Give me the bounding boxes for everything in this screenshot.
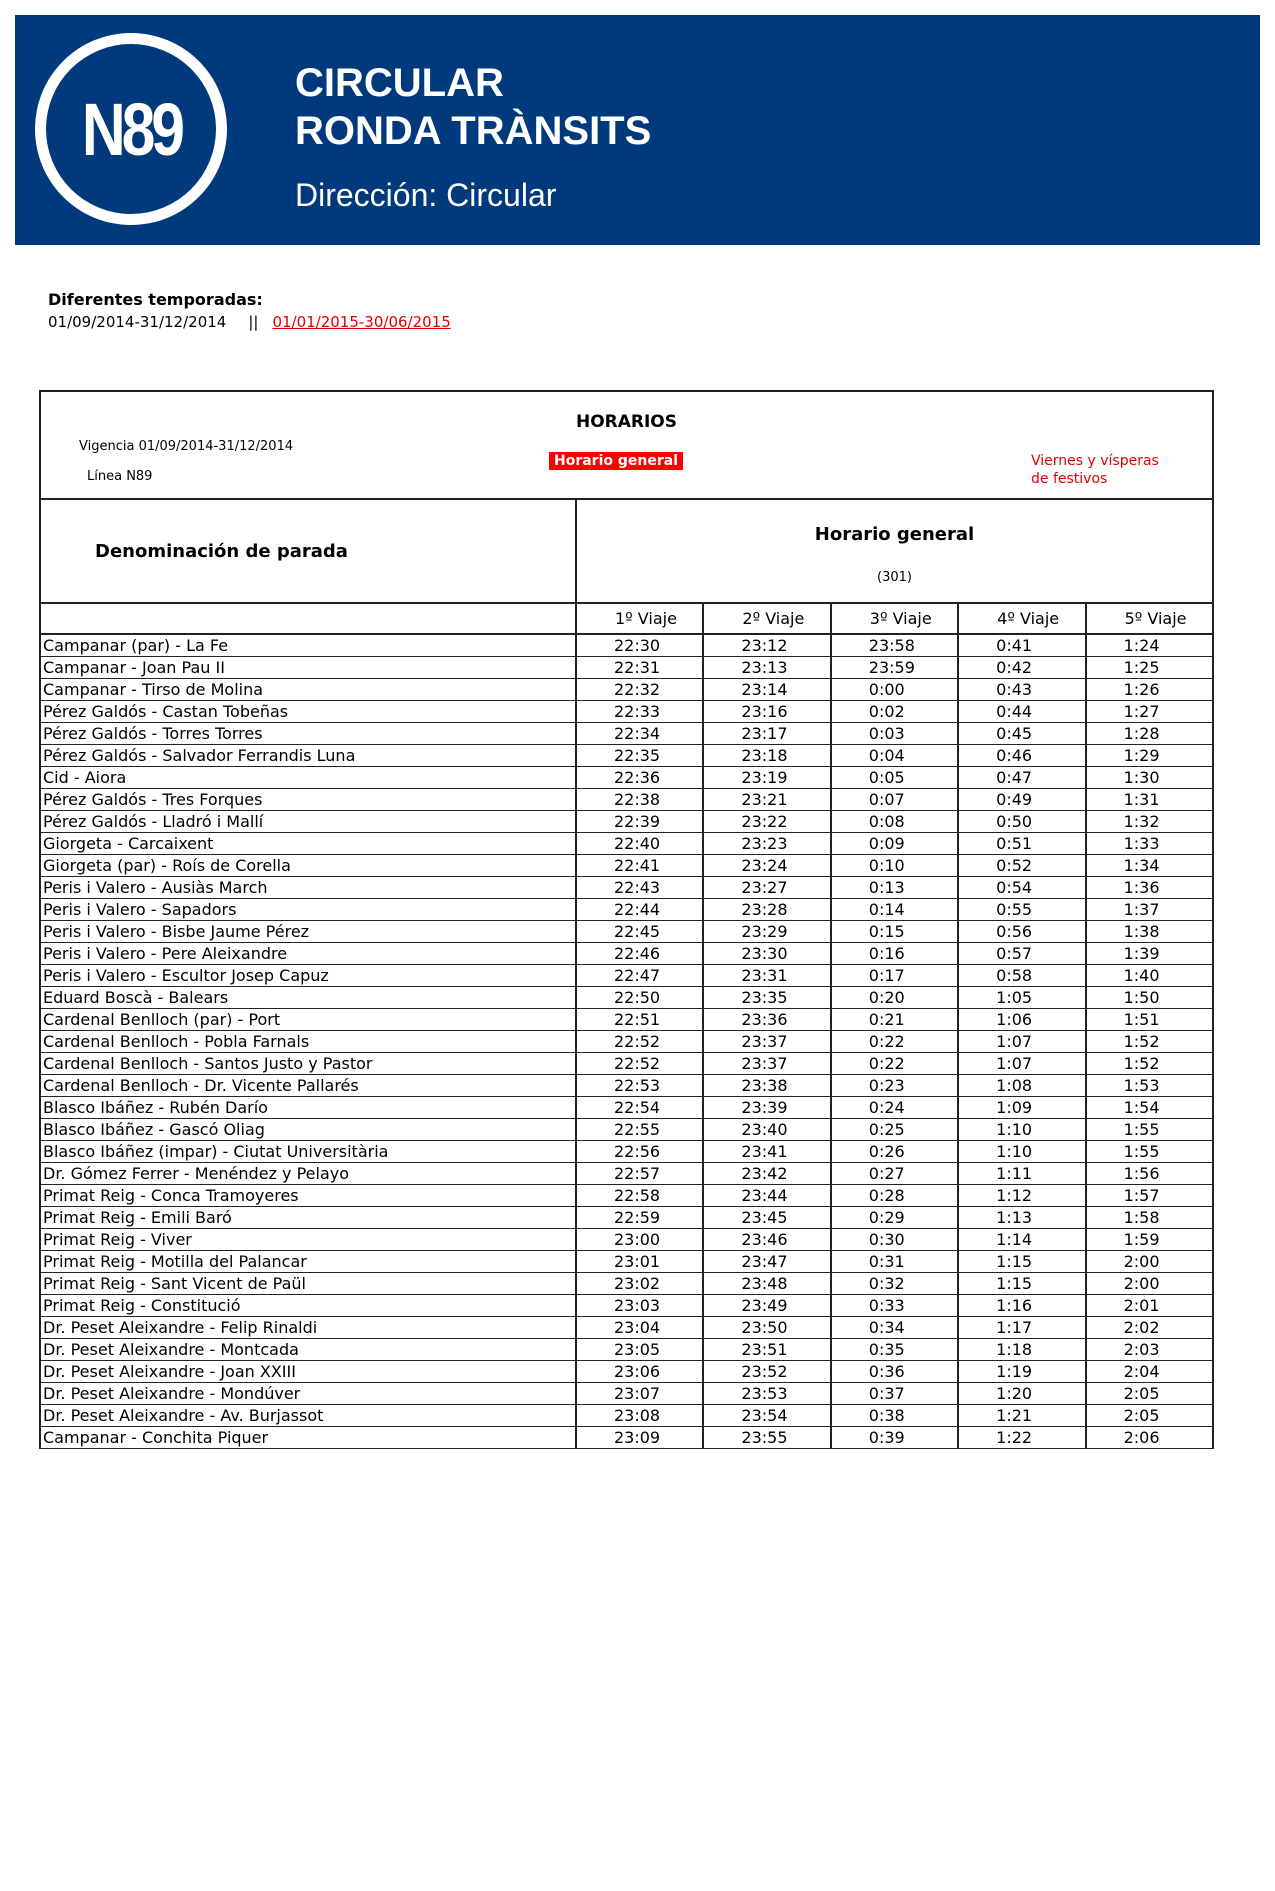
- trip-time: 1:33: [1086, 833, 1213, 855]
- table-row: [40, 1075, 1213, 1097]
- table-row: [40, 1185, 1213, 1207]
- trip-time: 1:17: [958, 1317, 1085, 1339]
- trip-time: 0:26: [831, 1141, 958, 1163]
- trip-time: 0:36: [831, 1361, 958, 1383]
- table-row: [40, 877, 1213, 899]
- trip-time: 1:11: [958, 1163, 1085, 1185]
- trip-time: 1:31: [1086, 789, 1213, 811]
- trip-time: 0:56: [958, 921, 1085, 943]
- schedule-table: [39, 390, 1214, 1449]
- trip-time: 1:57: [1086, 1185, 1213, 1207]
- trip-time: 0:34: [831, 1317, 958, 1339]
- trip-time: 22:54: [576, 1097, 703, 1119]
- trip-time: 22:41: [576, 855, 703, 877]
- stop-name: Campanar - Conchita Piquer: [40, 1427, 576, 1449]
- trip-time: 23:39: [703, 1097, 830, 1119]
- table-row: [40, 1383, 1213, 1405]
- schedule-note-line2: de festivos: [1031, 471, 1108, 487]
- trip-time: 0:33: [831, 1295, 958, 1317]
- trip-time: 0:00: [831, 679, 958, 701]
- trip-time: 1:37: [1086, 899, 1213, 921]
- trip-time: 2:05: [1086, 1383, 1213, 1405]
- trip-time: 23:22: [703, 811, 830, 833]
- trip-time: 23:21: [703, 789, 830, 811]
- trip-time: 1:54: [1086, 1097, 1213, 1119]
- schedule-type-badge: Horario general: [549, 452, 683, 470]
- stop-name: Primat Reig - Viver: [40, 1229, 576, 1251]
- stop-name: Peris i Valero - Bisbe Jaume Pérez: [40, 921, 576, 943]
- trip-time: 0:16: [831, 943, 958, 965]
- trip-time: 0:14: [831, 899, 958, 921]
- trip-time: 2:05: [1086, 1405, 1213, 1427]
- trip-time: 1:50: [1086, 987, 1213, 1009]
- trip-time: 23:01: [576, 1251, 703, 1273]
- seasons-label: Diferentes temporadas:: [48, 290, 263, 309]
- trip-time: 0:28: [831, 1185, 958, 1207]
- trip-time: 23:19: [703, 767, 830, 789]
- trip-header-4: 4º Viaje: [958, 603, 1085, 634]
- trip-time: 1:15: [958, 1273, 1085, 1295]
- trip-time: 23:41: [703, 1141, 830, 1163]
- trip-time: 0:29: [831, 1207, 958, 1229]
- trip-time: 0:49: [958, 789, 1085, 811]
- table-row: [40, 1097, 1213, 1119]
- trip-time: 23:38: [703, 1075, 830, 1097]
- trip-time: 0:51: [958, 833, 1085, 855]
- trip-time: 23:51: [703, 1339, 830, 1361]
- trip-time: 22:35: [576, 745, 703, 767]
- trip-time: 22:46: [576, 943, 703, 965]
- stop-name: Primat Reig - Conca Tramoyeres: [40, 1185, 576, 1207]
- table-row: [40, 745, 1213, 767]
- stop-name: Dr. Gómez Ferrer - Menéndez y Pelayo: [40, 1163, 576, 1185]
- trip-time: 23:59: [831, 657, 958, 679]
- stop-name: Pérez Galdós - Lladró i Mallí: [40, 811, 576, 833]
- trip-time: 23:02: [576, 1273, 703, 1295]
- trip-time: 23:14: [703, 679, 830, 701]
- trip-time: 23:16: [703, 701, 830, 723]
- stop-name: Blasco Ibáñez - Gascó Oliag: [40, 1119, 576, 1141]
- trip-time: 1:08: [958, 1075, 1085, 1097]
- schedule-header: [40, 391, 1213, 499]
- trip-time: 22:45: [576, 921, 703, 943]
- trip-time: 23:50: [703, 1317, 830, 1339]
- stop-name: Campanar (par) - La Fe: [40, 634, 576, 657]
- trip-time: 0:52: [958, 855, 1085, 877]
- trip-time: 1:52: [1086, 1031, 1213, 1053]
- group-header-title: Horario general: [814, 524, 975, 545]
- trip-time: 23:53: [703, 1383, 830, 1405]
- trip-time: 0:35: [831, 1339, 958, 1361]
- trip-time: 23:46: [703, 1229, 830, 1251]
- stop-name: Pérez Galdós - Torres Torres: [40, 723, 576, 745]
- line-logo-icon: [35, 33, 227, 225]
- trip-time: 2:04: [1086, 1361, 1213, 1383]
- schedule-note: [1031, 452, 1159, 488]
- trip-time: 0:22: [831, 1053, 958, 1075]
- trip-time: 1:39: [1086, 943, 1213, 965]
- table-row: [40, 701, 1213, 723]
- table-row: [40, 657, 1213, 679]
- trip-time: 22:44: [576, 899, 703, 921]
- trip-time: 22:39: [576, 811, 703, 833]
- table-row: [40, 1141, 1213, 1163]
- trip-time: 1:07: [958, 1053, 1085, 1075]
- route-title: [295, 59, 651, 155]
- table-row: [40, 1009, 1213, 1031]
- trip-time: 1:27: [1086, 701, 1213, 723]
- trip-time: 1:12: [958, 1185, 1085, 1207]
- table-row: [40, 789, 1213, 811]
- stop-column-header: Denominación de parada: [40, 499, 576, 603]
- table-row: [40, 1427, 1213, 1449]
- trip-time: 23:17: [703, 723, 830, 745]
- stop-name: Pérez Galdós - Tres Forques: [40, 789, 576, 811]
- trip-time: 0:58: [958, 965, 1085, 987]
- trip-time: 0:03: [831, 723, 958, 745]
- group-header-code: (301): [877, 570, 912, 585]
- table-row: [40, 899, 1213, 921]
- trip-time: 1:14: [958, 1229, 1085, 1251]
- trip-time: 0:57: [958, 943, 1085, 965]
- trip-time: 1:25: [1086, 657, 1213, 679]
- trip-time: 22:56: [576, 1141, 703, 1163]
- trip-header-3: 3º Viaje: [831, 603, 958, 634]
- trip-time: 2:06: [1086, 1427, 1213, 1449]
- trip-time: 2:00: [1086, 1273, 1213, 1295]
- table-row: [40, 811, 1213, 833]
- trip-time: 0:54: [958, 877, 1085, 899]
- route-direction: Dirección: Circular: [295, 177, 557, 213]
- trip-time: 1:53: [1086, 1075, 1213, 1097]
- stop-name: Pérez Galdós - Salvador Ferrandis Luna: [40, 745, 576, 767]
- schedule-note-line1: Viernes y vísperas: [1031, 453, 1159, 469]
- trip-time: 1:55: [1086, 1119, 1213, 1141]
- trip-time: 23:31: [703, 965, 830, 987]
- table-row: [40, 1031, 1213, 1053]
- trip-time: 1:09: [958, 1097, 1085, 1119]
- trip-time: 23:55: [703, 1427, 830, 1449]
- logo-text: N89: [81, 87, 181, 171]
- stop-name: Blasco Ibáñez (impar) - Ciutat Universitària: [40, 1141, 576, 1163]
- trip-time: 0:04: [831, 745, 958, 767]
- table-row: [40, 987, 1213, 1009]
- trip-time: 0:24: [831, 1097, 958, 1119]
- trip-time: 23:04: [576, 1317, 703, 1339]
- stop-name: Dr. Peset Aleixandre - Felip Rinaldi: [40, 1317, 576, 1339]
- trip-time: 0:43: [958, 679, 1085, 701]
- trip-time: 1:52: [1086, 1053, 1213, 1075]
- stop-name: Giorgeta (par) - Roís de Corella: [40, 855, 576, 877]
- trip-time: 1:29: [1086, 745, 1213, 767]
- trip-time: 1:10: [958, 1141, 1085, 1163]
- trip-time: 23:37: [703, 1053, 830, 1075]
- table-row: [40, 767, 1213, 789]
- trip-time: 0:05: [831, 767, 958, 789]
- trip-header-1: 1º Viaje: [576, 603, 703, 634]
- trip-time: 2:02: [1086, 1317, 1213, 1339]
- trip-time: 0:25: [831, 1119, 958, 1141]
- stop-name: Peris i Valero - Pere Aleixandre: [40, 943, 576, 965]
- table-row: [40, 855, 1213, 877]
- table-row: [40, 943, 1213, 965]
- trip-time: 23:08: [576, 1405, 703, 1427]
- trip-time: 0:07: [831, 789, 958, 811]
- seasons-section: [48, 290, 451, 331]
- empty-header-cell: [40, 603, 576, 634]
- stop-name: Giorgeta - Carcaixent: [40, 833, 576, 855]
- trip-time: 23:13: [703, 657, 830, 679]
- trip-time: 22:34: [576, 723, 703, 745]
- table-row: [40, 1053, 1213, 1075]
- stop-name: Cardenal Benlloch - Santos Justo y Pastor: [40, 1053, 576, 1075]
- stop-name: Peris i Valero - Ausiàs March: [40, 877, 576, 899]
- trip-time: 22:40: [576, 833, 703, 855]
- trip-time: 22:33: [576, 701, 703, 723]
- trip-time: 1:10: [958, 1119, 1085, 1141]
- trip-time: 1:18: [958, 1339, 1085, 1361]
- trip-time: 1:19: [958, 1361, 1085, 1383]
- validity-period: Vigencia 01/09/2014-31/12/2014: [79, 439, 294, 454]
- trip-time: 22:30: [576, 634, 703, 657]
- trip-header-5: 5º Viaje: [1086, 603, 1213, 634]
- trip-time: 0:13: [831, 877, 958, 899]
- trip-time: 23:54: [703, 1405, 830, 1427]
- table-row: [40, 1207, 1213, 1229]
- trip-time: 22:55: [576, 1119, 703, 1141]
- table-row: [40, 833, 1213, 855]
- trip-time: 23:23: [703, 833, 830, 855]
- trip-header-2: 2º Viaje: [703, 603, 830, 634]
- stop-name: Cardenal Benlloch (par) - Port: [40, 1009, 576, 1031]
- trip-time: 23:12: [703, 634, 830, 657]
- trip-time: 0:31: [831, 1251, 958, 1273]
- trip-time: 1:56: [1086, 1163, 1213, 1185]
- stop-name: Peris i Valero - Sapadors: [40, 899, 576, 921]
- stop-name: Cardenal Benlloch - Dr. Vicente Pallarés: [40, 1075, 576, 1097]
- trip-time: 23:05: [576, 1339, 703, 1361]
- stop-name: Primat Reig - Sant Vicent de Paül: [40, 1273, 576, 1295]
- trip-time: 23:40: [703, 1119, 830, 1141]
- trip-time: 23:52: [703, 1361, 830, 1383]
- trip-time: 23:35: [703, 987, 830, 1009]
- trip-time: 0:55: [958, 899, 1085, 921]
- trip-time: 1:55: [1086, 1141, 1213, 1163]
- trip-time: 0:32: [831, 1273, 958, 1295]
- trip-time: 23:47: [703, 1251, 830, 1273]
- trip-time: 23:28: [703, 899, 830, 921]
- trip-time: 23:18: [703, 745, 830, 767]
- stop-name: Dr. Peset Aleixandre - Av. Burjassot: [40, 1405, 576, 1427]
- trip-time: 1:51: [1086, 1009, 1213, 1031]
- line-label: Línea N89: [87, 469, 153, 484]
- trip-time: 23:42: [703, 1163, 830, 1185]
- trip-time: 1:58: [1086, 1207, 1213, 1229]
- trip-time: 0:09: [831, 833, 958, 855]
- trip-time: 23:27: [703, 877, 830, 899]
- trip-time: 23:36: [703, 1009, 830, 1031]
- trip-time: 22:52: [576, 1053, 703, 1075]
- trip-time: 1:36: [1086, 877, 1213, 899]
- table-row: [40, 1405, 1213, 1427]
- trip-time: 22:53: [576, 1075, 703, 1097]
- trip-time: 23:07: [576, 1383, 703, 1405]
- trip-time: 23:29: [703, 921, 830, 943]
- trip-time: 0:39: [831, 1427, 958, 1449]
- stop-name: Peris i Valero - Escultor Josep Capuz: [40, 965, 576, 987]
- stop-name: Cardenal Benlloch - Pobla Farnals: [40, 1031, 576, 1053]
- trip-time: 23:30: [703, 943, 830, 965]
- trip-header-row: [40, 603, 1213, 634]
- trip-time: 1:34: [1086, 855, 1213, 877]
- trip-time: 2:00: [1086, 1251, 1213, 1273]
- trip-time: 1:20: [958, 1383, 1085, 1405]
- trip-time: 0:38: [831, 1405, 958, 1427]
- stop-name: Primat Reig - Emili Baró: [40, 1207, 576, 1229]
- trip-time: 23:03: [576, 1295, 703, 1317]
- trip-time: 22:38: [576, 789, 703, 811]
- trip-time: 0:47: [958, 767, 1085, 789]
- current-season: 01/09/2014-31/12/2014: [48, 313, 227, 331]
- stop-name: Primat Reig - Motilla del Palancar: [40, 1251, 576, 1273]
- trip-time: 1:24: [1086, 634, 1213, 657]
- trip-time: 0:21: [831, 1009, 958, 1031]
- trip-time: 1:59: [1086, 1229, 1213, 1251]
- trip-time: 0:15: [831, 921, 958, 943]
- table-row: [40, 1295, 1213, 1317]
- stop-name: Dr. Peset Aleixandre - Mondúver: [40, 1383, 576, 1405]
- stop-name: Dr. Peset Aleixandre - Joan XXIII: [40, 1361, 576, 1383]
- trip-time: 22:59: [576, 1207, 703, 1229]
- route-title-line1: CIRCULAR: [295, 61, 504, 105]
- stop-name: Pérez Galdós - Castan Tobeñas: [40, 701, 576, 723]
- trip-time: 0:37: [831, 1383, 958, 1405]
- trip-time: 23:06: [576, 1361, 703, 1383]
- trip-time: 1:22: [958, 1427, 1085, 1449]
- trip-time: 23:24: [703, 855, 830, 877]
- table-row: [40, 1229, 1213, 1251]
- table-row: [40, 1317, 1213, 1339]
- trip-time: 0:27: [831, 1163, 958, 1185]
- stop-name: Campanar - Joan Pau II: [40, 657, 576, 679]
- stop-name: Cid - Aiora: [40, 767, 576, 789]
- trip-time: 0:50: [958, 811, 1085, 833]
- trip-time: 0:22: [831, 1031, 958, 1053]
- table-row: [40, 1119, 1213, 1141]
- trip-time: 0:30: [831, 1229, 958, 1251]
- trip-time: 1:06: [958, 1009, 1085, 1031]
- trip-time: 0:44: [958, 701, 1085, 723]
- table-row: [40, 921, 1213, 943]
- trip-time: 23:58: [831, 634, 958, 657]
- trip-time: 23:09: [576, 1427, 703, 1449]
- trip-time: 1:07: [958, 1031, 1085, 1053]
- trip-time: 23:37: [703, 1031, 830, 1053]
- trip-time: 1:16: [958, 1295, 1085, 1317]
- trip-time: 23:48: [703, 1273, 830, 1295]
- trip-time: 0:42: [958, 657, 1085, 679]
- table-row: [40, 1339, 1213, 1361]
- trip-time: 22:57: [576, 1163, 703, 1185]
- trip-time: 1:32: [1086, 811, 1213, 833]
- trip-time: 2:01: [1086, 1295, 1213, 1317]
- season-separator: ||: [248, 313, 259, 331]
- trip-time: 0:02: [831, 701, 958, 723]
- stop-name: Eduard Boscà - Balears: [40, 987, 576, 1009]
- trip-time: 22:36: [576, 767, 703, 789]
- header-banner: [15, 15, 1260, 245]
- trip-time: 0:10: [831, 855, 958, 877]
- table-row: [40, 723, 1213, 745]
- stop-name: Dr. Peset Aleixandre - Montcada: [40, 1339, 576, 1361]
- table-row: [40, 679, 1213, 701]
- trip-time: 22:50: [576, 987, 703, 1009]
- trip-time: 0:20: [831, 987, 958, 1009]
- trip-time: 23:44: [703, 1185, 830, 1207]
- table-row: [40, 634, 1213, 657]
- table-row: [40, 1251, 1213, 1273]
- trip-time: 22:43: [576, 877, 703, 899]
- trip-time: 22:47: [576, 965, 703, 987]
- trip-time: 0:45: [958, 723, 1085, 745]
- trip-time: 1:13: [958, 1207, 1085, 1229]
- trip-time: 0:08: [831, 811, 958, 833]
- trip-time: 1:05: [958, 987, 1085, 1009]
- trip-time: 22:51: [576, 1009, 703, 1031]
- trip-time: 1:21: [958, 1405, 1085, 1427]
- stop-name: Primat Reig - Constitució: [40, 1295, 576, 1317]
- trip-time: 1:15: [958, 1251, 1085, 1273]
- trip-time: 22:58: [576, 1185, 703, 1207]
- stop-name: Campanar - Tirso de Molina: [40, 679, 576, 701]
- route-title-line2: RONDA TRÀNSITS: [295, 109, 652, 153]
- trip-time: 0:46: [958, 745, 1085, 767]
- trip-time: 0:17: [831, 965, 958, 987]
- trip-time: 0:23: [831, 1075, 958, 1097]
- stop-name: Blasco Ibáñez - Rubén Darío: [40, 1097, 576, 1119]
- table-row: [40, 965, 1213, 987]
- trip-time: 22:31: [576, 657, 703, 679]
- trip-time: 1:40: [1086, 965, 1213, 987]
- trip-time: 1:30: [1086, 767, 1213, 789]
- season-link-2015[interactable]: 01/01/2015-30/06/2015: [272, 313, 451, 331]
- trip-time: 22:32: [576, 679, 703, 701]
- group-header: [576, 499, 1213, 603]
- trip-time: 0:41: [958, 634, 1085, 657]
- trip-time: 23:45: [703, 1207, 830, 1229]
- table-row: [40, 1273, 1213, 1295]
- table-row: [40, 1361, 1213, 1383]
- trip-time: 1:28: [1086, 723, 1213, 745]
- trip-time: 1:26: [1086, 679, 1213, 701]
- trip-time: 2:03: [1086, 1339, 1213, 1361]
- schedule-title: HORARIOS: [575, 412, 678, 432]
- trip-time: 22:52: [576, 1031, 703, 1053]
- trip-time: 1:38: [1086, 921, 1213, 943]
- trip-time: 23:49: [703, 1295, 830, 1317]
- trip-time: 23:00: [576, 1229, 703, 1251]
- table-row: [40, 1163, 1213, 1185]
